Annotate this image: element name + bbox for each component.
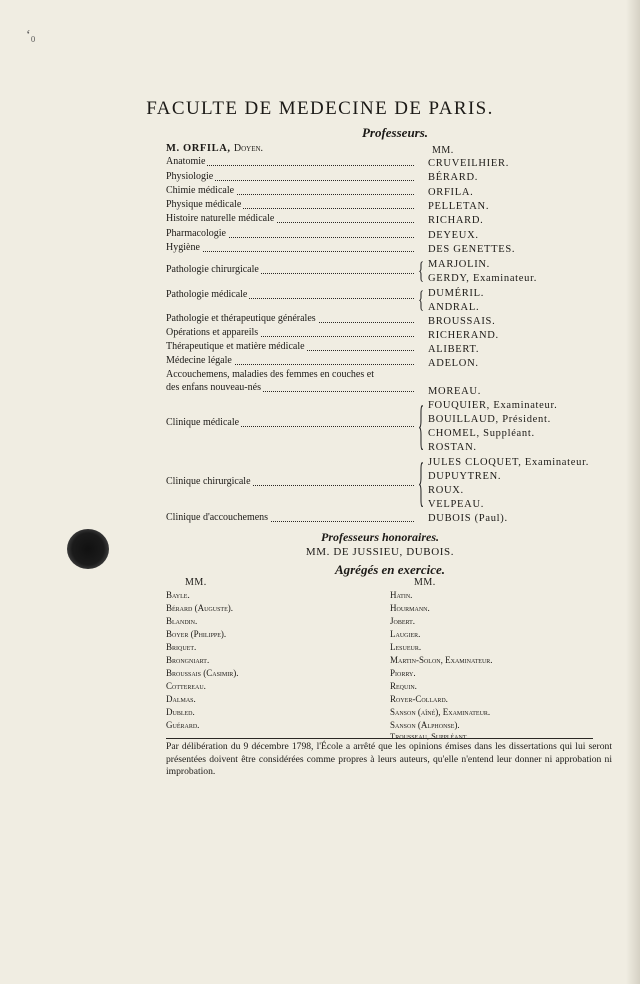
agrege-name: Martin-Solon, Examinateur. (390, 655, 493, 665)
chair-name: DUPUYTREN. (428, 471, 502, 482)
chair-row (166, 313, 414, 326)
chair-name: VELPEAU. (428, 499, 485, 510)
chair-name: BOUILLAUD, Président. (428, 414, 551, 425)
agrege-name: Sanson (aîné), Examinateur. (390, 707, 491, 717)
chair-label: Chimie médicale (166, 185, 235, 196)
chair-row (166, 156, 414, 169)
chair-label: Clinique d'accouchemens (166, 512, 269, 523)
chair-label: Pathologie chirurgicale (166, 264, 259, 275)
chair-row (166, 476, 414, 489)
doyen-title: Doyen. (233, 143, 264, 154)
chair-name: JULES CLOQUET, Examinateur. (428, 457, 590, 468)
agrege-name: Hatin. (390, 590, 413, 600)
chair-label: Physiologie (166, 171, 214, 182)
chair-name: ALIBERT. (428, 344, 480, 355)
agrege-name: Trousseau, Suppléant. (390, 731, 469, 741)
agrege-name: Requin. (390, 681, 417, 691)
chair-row (166, 382, 414, 395)
agrege-name: Hourmann. (390, 603, 430, 613)
chair-label: Histoire naturelle médicale (166, 213, 275, 224)
agrege-name: Guérard. (166, 720, 200, 730)
agreges-left-mm: MM. (185, 577, 207, 588)
chair-name: ROSTAN. (428, 442, 477, 453)
agrege-name: Dalmas. (166, 694, 196, 704)
chair-name: CHOMEL, Suppléant. (428, 428, 535, 439)
doyen-line (166, 143, 263, 154)
chair-name: DES GENETTES. (428, 244, 516, 255)
chair-label: Clinique médicale (166, 417, 240, 428)
chair-row (166, 213, 414, 226)
binding-hole (67, 529, 109, 569)
chair-row (166, 512, 414, 525)
chair-name: RICHARD. (428, 215, 484, 226)
chair-label: Thérapeutique et matière médicale (166, 341, 305, 352)
chair-row (166, 355, 414, 368)
agrege-name: Boyer (Philippe). (166, 629, 227, 639)
footnote: Par délibération du 9 décembre 1798, l'École a arrêté que les opinions émises dans les dissertations qui lui seront présentées doivent être considérées comme propres à leurs auteurs, qu'elle n'entend leur donner ni approbation ni improbation. (166, 741, 612, 777)
agrege-name: Bérard (Auguste). (166, 603, 233, 613)
chair-name: DUMÉRIL. (428, 288, 485, 299)
chair-row (166, 171, 414, 184)
chair-row (166, 417, 414, 430)
chair-name-text: GERDY, Examinateur. (428, 273, 538, 284)
chair-row (166, 289, 414, 302)
brace-icon: { (418, 285, 425, 313)
agrege-name: Briquet. (166, 642, 197, 652)
brace-icon: { (418, 256, 425, 284)
agrege-name: Blandin. (166, 616, 198, 626)
agrege-name: Royer-Collard. (390, 694, 448, 704)
agrege-name: Piorry. (390, 668, 416, 678)
chair-name: CRUVEILHIER. (428, 158, 510, 169)
chair-label: Clinique chirurgicale (166, 476, 251, 487)
chair-name: FOUQUIER, Examinateur. (428, 400, 558, 411)
chair-label: Hygiène (166, 242, 200, 253)
chair-name: BROUSSAIS. (428, 316, 496, 327)
agrege-name: Dubled. (166, 707, 195, 717)
agrege-name: Lesueur. (390, 642, 422, 652)
chair-label: Physique médicale (166, 199, 242, 210)
chair-row (166, 185, 414, 198)
agrege-name: Jobert. (390, 616, 416, 626)
agreges-right-mm: MM. (414, 577, 436, 588)
chair-label: Médecine légale (166, 355, 232, 366)
page-edge-shadow (626, 0, 640, 984)
agrege-name: Sanson (Alphonse). (390, 720, 460, 730)
honoraires-names: MM. DE JUSSIEU, DUBOIS. (305, 546, 455, 558)
chair-name: PELLETAN. (428, 201, 490, 212)
professeurs-mm-label: MM. (432, 145, 454, 156)
chair-label-line1: Accouchemens, maladies des femmes en couches et (166, 369, 374, 380)
chair-row (166, 242, 414, 255)
chair-label: des enfans nouveau-nés (166, 382, 261, 393)
agrege-name: Cottereau. (166, 681, 206, 691)
agreges-heading: Agrégés en exercice. (334, 562, 446, 577)
chair-name: DEYEUX. (428, 230, 479, 241)
chair-name: MOREAU. (428, 386, 482, 397)
chair-name (428, 273, 537, 284)
chair-name: ORFILA. (428, 187, 474, 198)
chair-name: ANDRAL. (428, 302, 480, 313)
chair-name: RICHERAND. (428, 330, 499, 341)
chair-label: Anatomie (166, 156, 206, 167)
chair-name: MARJOLIN. (428, 259, 491, 270)
professeurs-heading: Professeurs. (361, 125, 429, 140)
chair-row (166, 199, 414, 212)
honoraires-heading: Professeurs honoraires. (320, 530, 440, 544)
chair-label: Pathologie médicale (166, 289, 248, 300)
divider-rule (166, 738, 593, 739)
chair-name: BÉRARD. (428, 172, 479, 183)
agrege-name: Broussais (Casimir). (166, 668, 239, 678)
page-title: FACULTE DE MEDECINE DE PARIS. (146, 98, 494, 119)
doyen-name: M. ORFILA, (166, 143, 231, 154)
chair-label: Pathologie et thérapeutique générales (166, 313, 316, 324)
agrege-name: Bayle. (166, 590, 190, 600)
chair-row (166, 228, 414, 241)
chair-name: ROUX. (428, 485, 464, 496)
corner-mark: ʻ₀ (26, 28, 36, 43)
chair-name: ADELON. (428, 358, 479, 369)
chair-label: Opérations et appareils (166, 327, 259, 338)
brace-icon: { (418, 395, 425, 455)
agrege-name: Brongniart. (166, 655, 210, 665)
brace-icon: { (418, 452, 425, 512)
chair-row (166, 264, 414, 277)
chair-row (166, 327, 414, 340)
chair-name: DUBOIS (Paul). (428, 513, 508, 524)
chair-label: Pharmacologie (166, 228, 226, 239)
agrege-name: Laugier. (390, 629, 421, 639)
chair-row (166, 341, 414, 354)
